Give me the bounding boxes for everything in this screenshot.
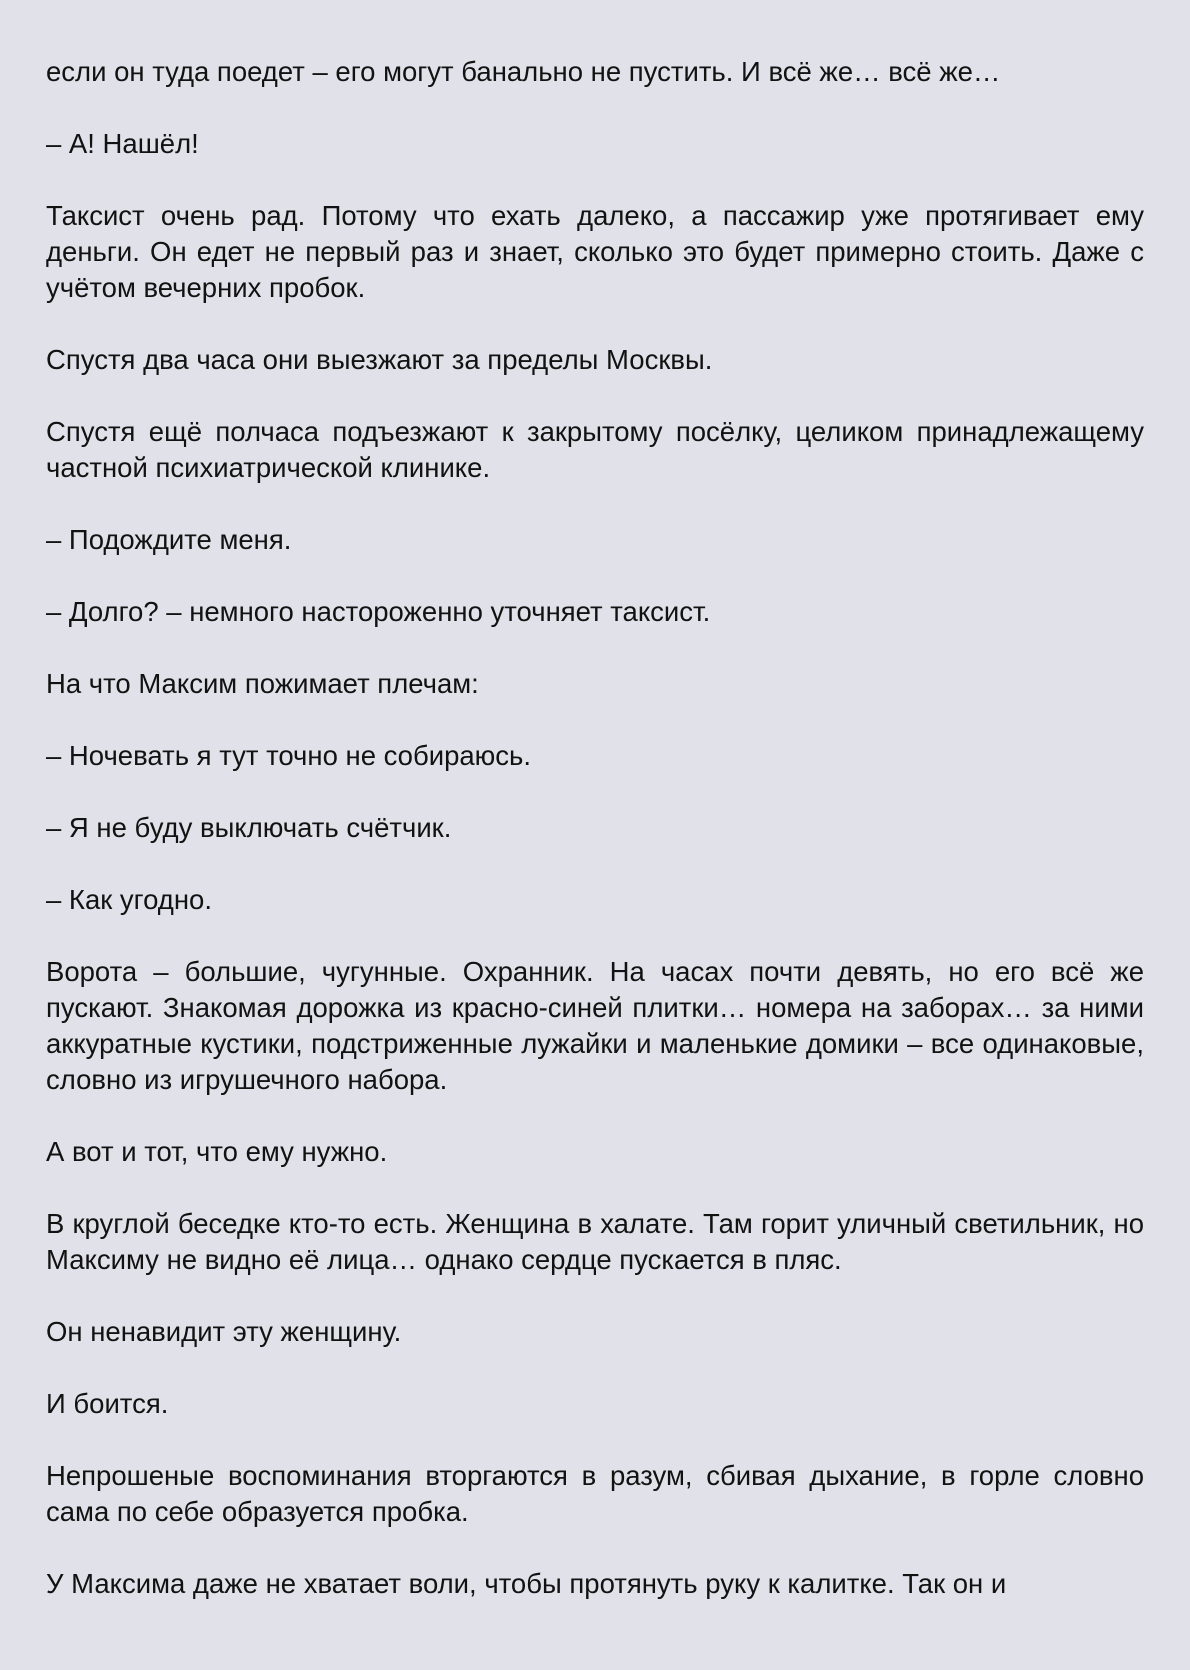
- paragraph: – Подождите меня.: [46, 524, 292, 555]
- paragraph: – Я не буду выключать счётчик.: [46, 812, 452, 843]
- paragraph: – Ночевать я тут точно не собираюсь.: [46, 740, 532, 771]
- paragraph: И боится.: [46, 1388, 169, 1419]
- paragraph: В круглой беседке кто-то есть. Женщина в халате. Там горит уличный светильник, но Максиму не видно её лица… однако сердце пускается в пляс.: [46, 1208, 1144, 1275]
- paragraph: – А! Нашёл!: [46, 128, 199, 159]
- paragraph: – Как угодно.: [46, 884, 212, 915]
- paragraph: На что Максим пожимает плечам:: [46, 668, 479, 699]
- paragraph: Спустя ещё полчаса подъезжают к закрытому посёлку, целиком принадлежащему частной психиатрической клинике.: [46, 416, 1144, 483]
- paragraph: Он ненавидит эту женщину.: [46, 1316, 402, 1347]
- paragraph: А вот и тот, что ему нужно.: [46, 1136, 388, 1167]
- paragraph: Спустя два часа они выезжают за пределы Москвы.: [46, 344, 713, 375]
- paragraph: если он туда поедет – его могут банально не пустить. И всё же… всё же…: [46, 56, 1001, 87]
- paragraph: Ворота – большие, чугунные. Охранник. На часах почти девять, но его всё же пускают. Знакомая дорожка из красно-синей плитки… номера на заборах… за ними аккуратные кустики, подстриженные лужайки и маленькие домики – все одинаковые, словно из игрушечного набора.: [46, 956, 1144, 1095]
- paragraph: Непрошеные воспоминания вторгаются в разум, сбивая дыхание, в горле словно сама по себе образуется пробка.: [46, 1460, 1144, 1527]
- paragraph: У Максима даже не хватает воли, чтобы протянуть руку к калитке. Так он и: [46, 1568, 1007, 1599]
- paragraph: Таксист очень рад. Потому что ехать далеко, а пассажир уже протягивает ему деньги. Он едет не первый раз и знает, сколько это будет примерно стоить. Даже с учётом вечерних пробок.: [46, 200, 1144, 303]
- paragraph: – Долго? – немного настороженно уточняет таксист.: [46, 596, 711, 627]
